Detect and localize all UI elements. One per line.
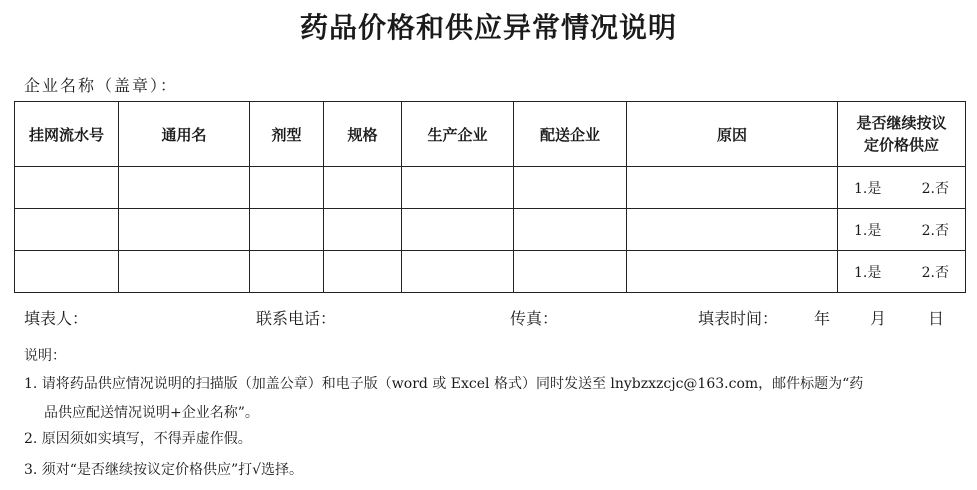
note-item-1-continued: 品供应配送情况说明+企业名称”。 (44, 405, 259, 421)
note-item-2: 2. 原因须如实填写，不得弄虚作假。 (24, 431, 252, 447)
cell-reason[interactable] (627, 167, 838, 209)
cell-listing-serial[interactable] (15, 209, 119, 251)
header-reason: 原因 (627, 102, 838, 167)
header-dosage-form: 剂型 (250, 102, 324, 167)
cell-generic-name[interactable] (119, 167, 250, 209)
cell-distributor[interactable] (514, 167, 627, 209)
cell-manufacturer[interactable] (402, 251, 514, 293)
header-continue-supply (838, 102, 966, 167)
year-label: 年 (814, 309, 831, 328)
option-yes[interactable]: 1.是 (854, 222, 882, 239)
cell-specification[interactable] (324, 167, 402, 209)
header-generic-name: 通用名 (119, 102, 250, 167)
option-no[interactable]: 2.否 (921, 222, 949, 239)
cell-distributor[interactable] (514, 209, 627, 251)
cell-listing-serial[interactable] (15, 167, 119, 209)
cell-continue-supply (838, 167, 966, 209)
cell-continue-supply (838, 209, 966, 251)
header-specification: 规格 (324, 102, 402, 167)
option-yes[interactable]: 1.是 (854, 264, 882, 281)
header-listing-serial: 挂网流水号 (15, 102, 119, 167)
option-no[interactable]: 2.否 (921, 180, 949, 197)
signature-row (24, 306, 944, 330)
table-row (15, 251, 966, 293)
table-row (15, 209, 966, 251)
note-item-3: 3. 须对“是否继续按议定价格供应”打√选择。 (24, 462, 304, 478)
table-row (15, 167, 966, 209)
phone-label: 联系电话： (256, 309, 337, 328)
cell-generic-name[interactable] (119, 251, 250, 293)
cell-manufacturer[interactable] (402, 209, 514, 251)
cell-specification[interactable] (324, 251, 402, 293)
option-yes[interactable]: 1.是 (854, 180, 882, 197)
cell-reason[interactable] (627, 209, 838, 251)
option-no[interactable]: 2.否 (921, 264, 949, 281)
document-title: 药品价格和供应异常情况说明 (299, 11, 677, 44)
table-header-row (15, 102, 966, 167)
cell-reason[interactable] (627, 251, 838, 293)
notes-heading: 说明： (24, 348, 66, 364)
day-label: 日 (928, 309, 945, 328)
header-manufacturer: 生产企业 (402, 102, 514, 167)
cell-distributor[interactable] (514, 251, 627, 293)
header-continue-supply-line1: 是否继续按议 (856, 114, 947, 132)
cell-dosage-form[interactable] (250, 209, 324, 251)
cell-dosage-form[interactable] (250, 167, 324, 209)
cell-dosage-form[interactable] (250, 251, 324, 293)
header-distributor: 配送企业 (514, 102, 627, 167)
cell-generic-name[interactable] (119, 209, 250, 251)
filler-label: 填表人： (24, 309, 89, 328)
fill-time-label: 填表时间： (698, 309, 779, 328)
note-item-1: 1. 请将药品供应情况说明的扫描版（加盖公章）和电子版（word 或 Excel 格式）同时发送至 lnybzxzcjc@163.com，邮件标题为“药 (24, 376, 864, 392)
header-continue-supply-line2: 定价格供应 (863, 136, 939, 154)
month-label: 月 (870, 309, 887, 328)
cell-manufacturer[interactable] (402, 167, 514, 209)
cell-specification[interactable] (324, 209, 402, 251)
cell-listing-serial[interactable] (15, 251, 119, 293)
fax-label: 传真： (510, 309, 559, 328)
abnormality-table (14, 101, 966, 293)
company-name-label: 企业名称（盖章）： (24, 76, 179, 95)
cell-continue-supply (838, 251, 966, 293)
